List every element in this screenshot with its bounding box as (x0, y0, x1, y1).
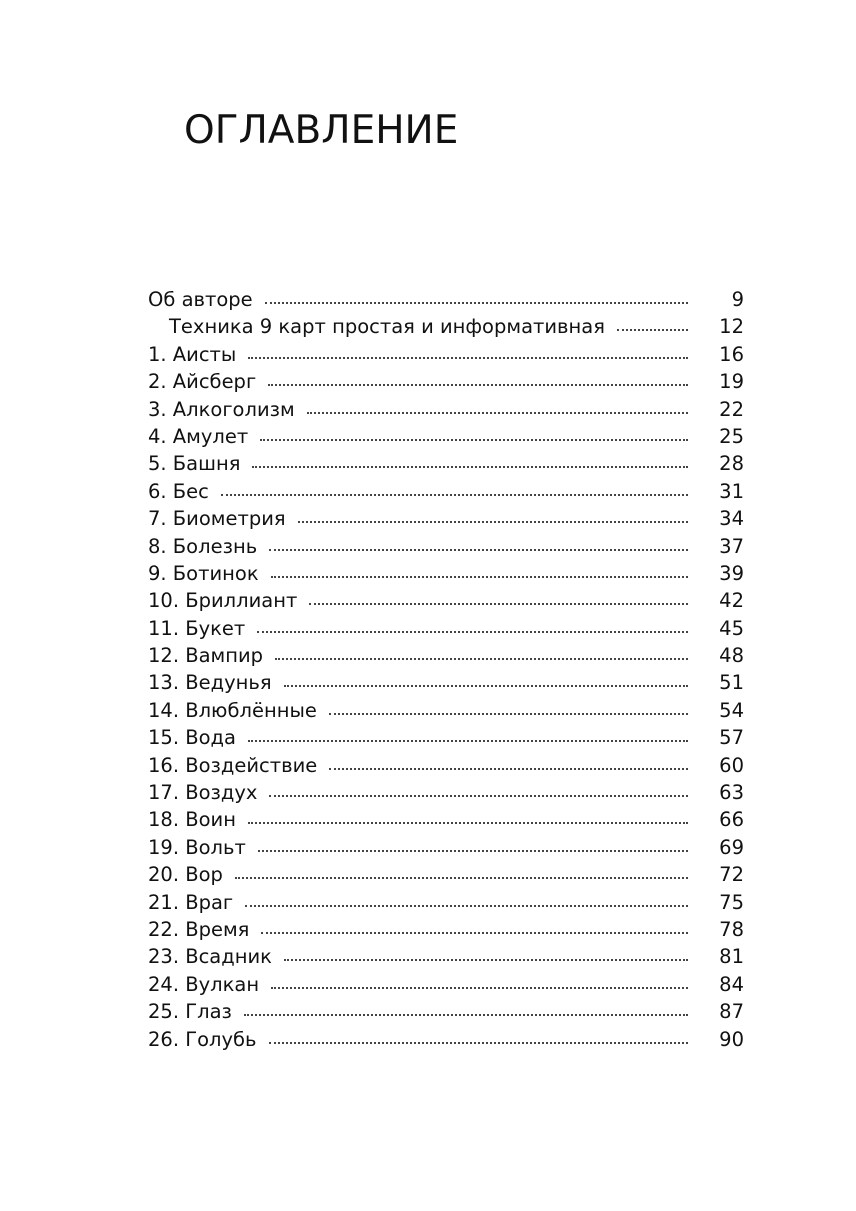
toc-entry (148, 396, 744, 423)
dot-leader (275, 657, 688, 660)
dot-leader (269, 548, 688, 551)
toc-entry-page-number: 87 (719, 1000, 744, 1024)
toc-entry (148, 313, 744, 340)
toc-entry (148, 368, 744, 395)
toc-entry-label: Об авторе (148, 288, 253, 311)
toc-entry-label: 10. Бриллиант (148, 589, 298, 613)
dot-leader (260, 438, 688, 441)
toc-entry-label: 7. Биометрия (148, 507, 286, 531)
toc-entry-page-number: 81 (719, 945, 744, 969)
toc-entry-page-number: 69 (719, 835, 744, 859)
dot-leader (309, 602, 688, 605)
toc-entry-page-number: 63 (719, 781, 744, 805)
dot-leader (245, 904, 688, 907)
toc-entry-label: 13. Ведунья (148, 671, 272, 695)
toc-entry-label: 2. Айсберг (148, 370, 257, 394)
dot-leader (284, 958, 688, 961)
toc-entry (148, 998, 744, 1025)
toc-entry (148, 916, 744, 943)
toc-entry-label: 4. Амулет (148, 424, 249, 448)
toc-entry (148, 286, 744, 313)
toc-entry-page-number: 54 (719, 698, 744, 722)
toc-entry-label: 9. Ботинок (148, 561, 259, 585)
toc-entry (148, 779, 744, 806)
toc-entry-label: 8. Болезнь (148, 534, 258, 558)
toc-entry-page-number: 9 (731, 288, 744, 311)
toc-entry-label: 16. Воздействие (148, 753, 318, 777)
toc-entry-label: 11. Букет (148, 616, 246, 640)
page-title: ОГЛАВЛЕНИЕ (184, 108, 459, 153)
dot-leader (252, 465, 688, 468)
toc-entry-page-number: 31 (719, 479, 744, 503)
toc-entry-page-number: 66 (719, 808, 744, 832)
toc-entry-label: 14. Влюблённые (148, 698, 317, 722)
dot-leader (298, 520, 688, 523)
toc-entry (148, 642, 744, 669)
dot-leader (265, 301, 688, 304)
toc-entry-label: 26. Голубь (148, 1027, 257, 1051)
toc-entry (148, 423, 744, 450)
toc-entry (148, 341, 744, 368)
dot-leader (248, 356, 688, 359)
toc-entry-page-number: 22 (719, 397, 744, 421)
toc-entry (148, 615, 744, 642)
dot-leader (617, 328, 688, 331)
toc-entry (148, 943, 744, 970)
toc-entry-page-number: 78 (719, 917, 744, 941)
toc-entry-label: 18. Воин (148, 808, 236, 832)
toc-entry-label: Техника 9 карт простая и информативная (169, 315, 605, 339)
toc-entry (148, 669, 744, 696)
toc-entry-page-number: 48 (719, 644, 744, 668)
dot-leader (268, 383, 688, 386)
toc-entry-page-number: 45 (719, 616, 744, 640)
dot-leader (329, 712, 688, 715)
toc-entry-page-number: 60 (719, 753, 744, 777)
toc-entry-label: 20. Вор (148, 863, 223, 887)
toc-entry-page-number: 90 (719, 1027, 744, 1051)
dot-leader (269, 1041, 688, 1044)
dot-leader (307, 411, 688, 414)
toc-entry-label: 5. Башня (148, 452, 241, 476)
toc-entry (148, 478, 744, 505)
toc-entry (148, 806, 744, 833)
toc-entry-page-number: 16 (719, 342, 744, 366)
dot-leader (271, 986, 688, 989)
toc-entry-label: 22. Время (148, 917, 250, 941)
toc-entry-page-number: 75 (719, 890, 744, 914)
toc-entry-label: 21. Враг (148, 890, 234, 914)
toc-entry (148, 697, 744, 724)
dot-leader (258, 849, 688, 852)
toc-entry (148, 505, 744, 532)
toc-entry-label: 6. Бес (148, 479, 209, 503)
toc-entry-label: 17. Воздух (148, 781, 258, 805)
toc-entry-page-number: 39 (719, 561, 744, 585)
table-of-contents (148, 286, 744, 1053)
toc-entry (148, 889, 744, 916)
dot-leader (269, 794, 688, 797)
toc-entry (148, 560, 744, 587)
toc-entry-label: 23. Всадник (148, 945, 272, 969)
toc-entry-page-number: 57 (719, 726, 744, 750)
toc-entry-label: 1. Аисты (148, 342, 237, 366)
toc-entry (148, 752, 744, 779)
toc-entry (148, 971, 744, 998)
dot-leader (261, 931, 688, 934)
toc-entry-page-number: 28 (719, 452, 744, 476)
toc-entry-page-number: 12 (719, 315, 744, 339)
toc-entry (148, 724, 744, 751)
toc-entry-label: 24. Вулкан (148, 972, 260, 996)
toc-entry (148, 834, 744, 861)
toc-entry (148, 861, 744, 888)
toc-entry-page-number: 19 (719, 370, 744, 394)
toc-entry (148, 450, 744, 477)
dot-leader (329, 767, 688, 770)
toc-entry-page-number: 51 (719, 671, 744, 695)
toc-entry-page-number: 25 (719, 424, 744, 448)
dot-leader (244, 1013, 688, 1016)
dot-leader (284, 684, 688, 687)
dot-leader (271, 575, 688, 578)
toc-entry-page-number: 34 (719, 507, 744, 531)
toc-entry-page-number: 42 (719, 589, 744, 613)
toc-entry-page-number: 84 (719, 972, 744, 996)
dot-leader (235, 876, 688, 879)
toc-entry (148, 533, 744, 560)
toc-entry-page-number: 72 (719, 863, 744, 887)
toc-entry (148, 1026, 744, 1053)
toc-entry-label: 12. Вампир (148, 644, 264, 668)
dot-leader (248, 821, 688, 824)
dot-leader (248, 739, 688, 742)
toc-entry-label: 25. Глаз (148, 1000, 232, 1024)
toc-entry (148, 587, 744, 614)
toc-entry-label: 15. Вода (148, 726, 236, 750)
toc-entry-page-number: 37 (719, 534, 744, 558)
dot-leader (257, 630, 688, 633)
toc-entry-label: 3. Алкоголизм (148, 397, 295, 421)
toc-entry-label: 19. Вольт (148, 835, 246, 859)
dot-leader (221, 493, 688, 496)
